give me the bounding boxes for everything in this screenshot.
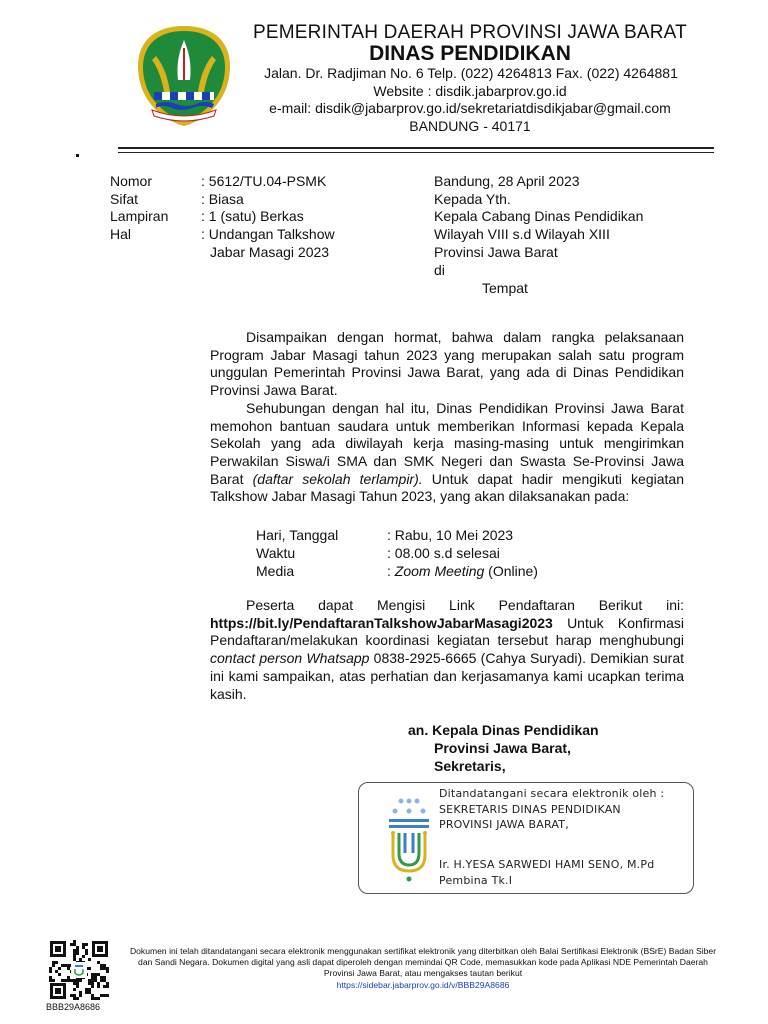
signature-line-2: SEKRETARIS DINAS PENDIDIKAN xyxy=(439,803,621,816)
lampiran-value: : 1 (satu) Berkas xyxy=(201,208,304,224)
paragraph-2-italic: (daftar sekolah terlampir). xyxy=(252,470,423,487)
day-label: Hari, Tanggal xyxy=(256,527,339,543)
signature-line-1: Ditandatangani secara elektronik oleh : xyxy=(439,787,665,800)
agency-address: Jalan. Dr. Radjiman No. 6 Telp. (022) 4264813 Fax. (022) 4264881 xyxy=(264,65,678,81)
signature-emblem-icon xyxy=(383,793,435,885)
government-name: PEMERINTAH DAERAH PROVINSI JAWA BARAT xyxy=(253,22,687,43)
paragraph-2-text-end: Untuk dapat hadir mengikuti kegiatan Talkshow Jabar Masagi Tahun 2023, yang akan dilaksanakan pada: xyxy=(210,470,684,505)
header-divider-thick xyxy=(118,147,714,149)
signer-rank: Pembina Tk.I xyxy=(439,874,513,887)
media-platform: Zoom Meeting xyxy=(394,563,485,579)
hal-value-2: Jabar Masagi 2023 xyxy=(210,244,330,260)
agency-city: BANDUNG - 40171 xyxy=(409,118,531,134)
hal-label: Hal xyxy=(110,226,132,242)
qr-code-label: BBB29A8686 xyxy=(46,1002,101,1012)
day-value: : Rabu, 10 Mei 2023 xyxy=(387,527,514,543)
bullet-mark xyxy=(76,154,79,157)
contact-person-label: contact person Whatsapp xyxy=(210,650,370,667)
nomor-label: Nomor xyxy=(110,173,153,189)
media-colon: : xyxy=(387,563,395,579)
province-logo xyxy=(134,22,234,130)
sifat-label: Sifat xyxy=(110,191,139,207)
footer-text: Dokumen ini telah ditandatangani secara elektronik menggunakan sertifikat elektronik yang diterbitkan oleh Balai Sertifikasi Elektronik (BSrE) Badan Siber dan Sandi Negara. Dokumen digital yang asli dapat diperoleh dengan memindai QR Code, memasukkan kode pada Aplikasi NDE Pemerintah Daerah Provinsi Jawa Barat, atau mengakses tautan berikut xyxy=(129,946,717,979)
paragraph-2 xyxy=(210,400,684,506)
media-label: Media xyxy=(256,563,295,579)
recipient-line-6: Tempat xyxy=(482,280,528,296)
hal-value-1: : Undangan Talkshow xyxy=(201,226,335,242)
nomor-value: : 5612/TU.04-PSMK xyxy=(201,173,327,189)
qr-code[interactable] xyxy=(49,940,109,1000)
e-signature-box xyxy=(358,782,694,894)
paragraph-3-text-mid: Untuk Konfirmasi Pendaftaran/melakukan koordinasi kegiatan tersebut harap menghubungi xyxy=(210,614,684,649)
agency-name: DINAS PENDIDIKAN xyxy=(369,42,571,65)
paragraph-3-text-end: 0838-2925-6665 (Cahya Suryadi). Demikian surat ini kami sampaikan, atas perhatian dan kerjasamanya kami ucapkan terima kasih. xyxy=(210,650,684,702)
lampiran-label: Lampiran xyxy=(110,208,169,224)
footer-disclaimer xyxy=(128,946,718,991)
time-label: Waktu xyxy=(256,545,296,561)
agency-website: Website : disdik.jabarprov.go.id xyxy=(373,83,567,99)
letter-body xyxy=(210,329,684,506)
paragraph-3-text: Peserta dapat Mengisi Link Pendaftaran Berikut ini: xyxy=(246,597,684,613)
recipient-line-1: Kepada Yth. xyxy=(434,191,511,207)
sifat-value: : Biasa xyxy=(201,191,244,207)
media-value xyxy=(387,562,538,580)
letter-date: Bandung, 28 April 2023 xyxy=(434,173,580,189)
closing-line-3: Sekretaris, xyxy=(434,758,506,774)
paragraph-3 xyxy=(210,597,684,703)
closing-line-2: Provinsi Jawa Barat, xyxy=(434,740,571,756)
recipient-line-3: Wilayah VIII s.d Wilayah XIII xyxy=(434,226,610,242)
signer-name: Ir. H.YESA SARWEDI HAMI SENO, M.Pd xyxy=(439,858,655,871)
recipient-line-4: Provinsi Jawa Barat xyxy=(434,244,558,260)
header-divider-thin xyxy=(118,152,714,153)
media-mode: (Online) xyxy=(484,563,538,579)
verification-link[interactable]: https://sidebar.jabarprov.go.id/v/BBB29A8686 xyxy=(336,979,510,990)
paragraph-1: Disampaikan dengan hormat, bahwa dalam rangka pelaksanaan Program Jabar Masagi tahun 2023 yang merupakan salah satu program unggulan Pemerintah Provinsi Jawa Barat, yang ada di Dinas Pendidikan Provinsi Jawa Barat. xyxy=(210,329,684,399)
registration-link[interactable]: https://bit.ly/PendaftaranTalkshowJabarMasagi2023 xyxy=(210,614,553,631)
closing-line-1: an. Kepala Dinas Pendidikan xyxy=(408,722,599,738)
agency-email: e-mail: disdik@jabarprov.go.id/sekretariatdisdikjabar@gmail.com xyxy=(269,100,671,116)
paragraph-2-text: Sehubungan dengan hal itu, Dinas Pendidikan Provinsi Jawa Barat memohon bantuan saudara untuk memberikan Informasi kepada Kepala Sekolah yang ada diwilayah kerja masing-masing untuk mengirimkan Perwakilan Siswa/i SMA dan SMK Negeri dan Swasta Se-Provinsi Jawa Barat xyxy=(210,399,684,487)
signature-line-3: PROVINSI JAWA BARAT, xyxy=(439,818,569,831)
recipient-line-2: Kepala Cabang Dinas Pendidikan xyxy=(434,208,644,224)
time-value: : 08.00 s.d selesai xyxy=(387,545,500,561)
recipient-line-5: di xyxy=(434,262,445,278)
